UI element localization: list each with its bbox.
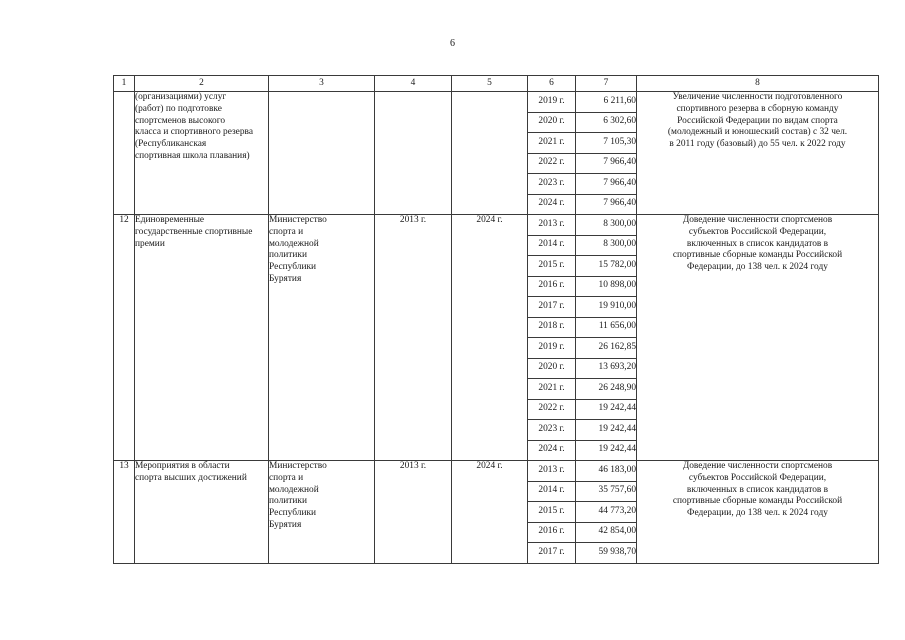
funding-amount-cell: 10 898,00 xyxy=(576,276,637,297)
funding-year-cell: 2021 г. xyxy=(528,133,576,154)
header-cell: 1 xyxy=(114,76,135,92)
executor-cell xyxy=(269,92,375,215)
end-year-cell: 2024 г. xyxy=(452,215,528,461)
header-cell: 5 xyxy=(452,76,528,92)
expected-result-cell-line: Доведение численности спортсменов xyxy=(682,461,833,471)
funding-year-cell: 2018 г. xyxy=(528,317,576,338)
funding-year-cell: 2019 г. xyxy=(528,92,576,113)
funding-amount-cell: 7 966,40 xyxy=(576,153,637,174)
funding-year-cell: 2015 г. xyxy=(528,256,576,277)
funding-amount-cell: 13 693,20 xyxy=(576,358,637,379)
funding-year-cell: 2016 г. xyxy=(528,276,576,297)
activity-name-cell xyxy=(135,461,269,564)
funding-year-cell: 2023 г. xyxy=(528,174,576,195)
start-year-cell: 2013 г. xyxy=(375,461,452,564)
expected-result-cell-line: включенных в список кандидатов в xyxy=(686,484,829,495)
expected-result-cell xyxy=(637,461,879,564)
funding-year-cell: 2022 г. xyxy=(528,399,576,420)
funding-year-cell: 2014 г. xyxy=(528,481,576,502)
expected-result-cell-line: субъектов Российской Федерации, xyxy=(688,226,827,237)
activity-name-cell-line: класса и спортивного резерва xyxy=(135,127,253,138)
expected-result-cell-line: спортивного резерва в сборную команду xyxy=(676,103,839,114)
funding-amount-cell: 35 757,60 xyxy=(576,481,637,502)
funding-year-cell: 2013 г. xyxy=(528,215,576,236)
page-number: 6 xyxy=(450,38,455,49)
row-number-cell: 13 xyxy=(114,461,135,564)
expected-result-cell-line: Федерации, до 138 чел. к 2024 году xyxy=(687,508,828,519)
executor-cell xyxy=(269,215,375,461)
expected-result-cell-line: Российской Федерации по видам спорта xyxy=(677,115,838,126)
activity-name-cell-line: спорта высших достижений xyxy=(135,472,247,483)
funding-year-cell: 2016 г. xyxy=(528,522,576,543)
funding-year-cell: 2013 г. xyxy=(528,461,576,482)
expected-result-cell-line: Доведение численности спортсменов xyxy=(682,215,833,225)
funding-amount-cell: 19 242,44 xyxy=(576,420,637,441)
funding-amount-cell: 19 242,44 xyxy=(576,399,637,420)
executor-cell-line: Бурятия xyxy=(269,273,302,284)
funding-year-cell: 2023 г. xyxy=(528,420,576,441)
executor-cell-line: Республики xyxy=(269,262,317,273)
executor-cell-line: молодежной xyxy=(269,238,319,249)
activity-name-cell-line: премии xyxy=(135,238,165,249)
expected-result-cell-line: субъектов Российской Федерации, xyxy=(688,472,827,483)
program-table xyxy=(113,75,879,564)
activity-name-cell-line: (работ) по подготовке xyxy=(135,103,222,114)
funding-amount-cell: 15 782,00 xyxy=(576,256,637,277)
activity-name-cell-line: (Республиканская xyxy=(135,139,207,150)
funding-amount-cell: 7 966,40 xyxy=(576,194,637,215)
executor-cell-line: молодежной xyxy=(269,484,319,495)
funding-amount-cell: 6 302,60 xyxy=(576,112,637,133)
row-number-cell: 12 xyxy=(114,215,135,461)
expected-result-cell-line: спортивные сборные команды Российской xyxy=(672,496,843,507)
header-cell: 6 xyxy=(528,76,576,92)
executor-cell-line: Республики xyxy=(269,508,317,519)
funding-amount-cell: 6 211,60 xyxy=(576,92,637,113)
executor-cell-line: политики xyxy=(269,250,307,261)
activity-name-cell-line: государственные спортивные xyxy=(135,226,253,237)
header-cell: 2 xyxy=(135,76,269,92)
executor-cell-line: Министерство xyxy=(269,461,327,471)
funding-year-cell: 2021 г. xyxy=(528,379,576,400)
funding-amount-cell: 8 300,00 xyxy=(576,215,637,236)
activity-name-cell-line: Мероприятия в области xyxy=(135,461,230,471)
funding-year-cell: 2020 г. xyxy=(528,112,576,133)
table-row xyxy=(114,215,879,236)
activity-name-cell-line: Единовременные xyxy=(135,215,205,225)
funding-amount-cell: 19 242,44 xyxy=(576,440,637,461)
activity-name-cell-line: (организациями) услуг xyxy=(135,92,227,102)
funding-amount-cell: 46 183,00 xyxy=(576,461,637,482)
funding-amount-cell: 59 938,70 xyxy=(576,543,637,564)
funding-amount-cell: 7 105,30 xyxy=(576,133,637,154)
end-year-cell: 2024 г. xyxy=(452,461,528,564)
funding-amount-cell: 26 248,90 xyxy=(576,379,637,400)
table-header-row xyxy=(114,76,879,92)
activity-name-cell-line: спортивная школа плавания) xyxy=(135,150,250,161)
header-cell: 7 xyxy=(576,76,637,92)
expected-result-cell-line: Федерации, до 138 чел. к 2024 году xyxy=(687,262,828,273)
executor-cell-line: политики xyxy=(269,496,307,507)
header-cell: 4 xyxy=(375,76,452,92)
expected-result-cell-line: (молодежный и юношеский состав) с 32 чел. xyxy=(667,127,848,138)
funding-amount-cell: 7 966,40 xyxy=(576,174,637,195)
executor-cell-line: спорта и xyxy=(269,226,304,237)
funding-year-cell: 2024 г. xyxy=(528,194,576,215)
funding-year-cell: 2022 г. xyxy=(528,153,576,174)
expected-result-cell xyxy=(637,215,879,461)
funding-amount-cell: 26 162,85 xyxy=(576,338,637,359)
expected-result-cell-line: спортивные сборные команды Российской xyxy=(672,250,843,261)
table-row xyxy=(114,92,879,113)
header-cell: 3 xyxy=(269,76,375,92)
funding-year-cell: 2015 г. xyxy=(528,502,576,523)
funding-amount-cell: 19 910,00 xyxy=(576,297,637,318)
start-year-cell: 2013 г. xyxy=(375,215,452,461)
funding-amount-cell: 44 773,20 xyxy=(576,502,637,523)
row-number-cell xyxy=(114,92,135,215)
expected-result-cell-line: включенных в список кандидатов в xyxy=(686,238,829,249)
funding-year-cell: 2024 г. xyxy=(528,440,576,461)
end-year-cell xyxy=(452,92,528,215)
start-year-cell xyxy=(375,92,452,215)
executor-cell xyxy=(269,461,375,564)
funding-amount-cell: 11 656,00 xyxy=(576,317,637,338)
expected-result-cell xyxy=(637,92,879,215)
executor-cell-line: Бурятия xyxy=(269,519,302,530)
funding-year-cell: 2019 г. xyxy=(528,338,576,359)
header-cell: 8 xyxy=(637,76,879,92)
executor-cell-line: Министерство xyxy=(269,215,327,225)
activity-name-cell-line: спортсменов высокого xyxy=(135,115,226,126)
expected-result-cell-line: Увеличение численности подготовленного xyxy=(672,92,843,102)
activity-name-cell xyxy=(135,215,269,461)
funding-year-cell: 2017 г. xyxy=(528,543,576,564)
funding-year-cell: 2020 г. xyxy=(528,358,576,379)
funding-year-cell: 2014 г. xyxy=(528,235,576,256)
funding-amount-cell: 42 854,00 xyxy=(576,522,637,543)
funding-amount-cell: 8 300,00 xyxy=(576,235,637,256)
expected-result-cell-line: в 2011 году (базовый) до 55 чел. к 2022 году xyxy=(669,139,846,150)
table-row xyxy=(114,461,879,482)
funding-year-cell: 2017 г. xyxy=(528,297,576,318)
executor-cell-line: спорта и xyxy=(269,472,304,483)
activity-name-cell xyxy=(135,92,269,215)
